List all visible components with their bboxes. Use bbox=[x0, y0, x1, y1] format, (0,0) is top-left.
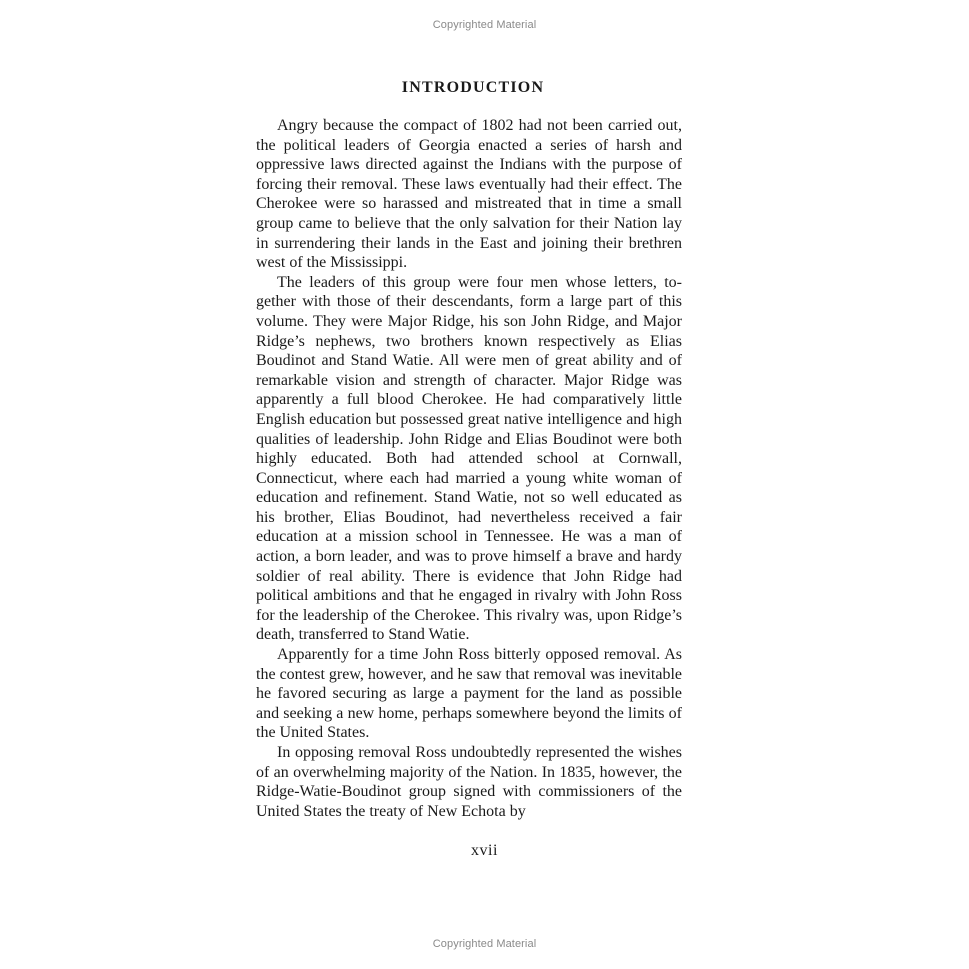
paragraph: In opposing removal Ross undoubtedly represented the wishes of an overwhelming majority of the Nation. In 1835, however, the Ridge-Watie-Boudinot group signed with commissioners of the United States the treaty of New Echota by bbox=[256, 744, 682, 820]
page-number: xvii bbox=[471, 842, 498, 859]
copyright-watermark-bottom: Copyrighted Material bbox=[432, 938, 537, 950]
copyright-watermark-top: Copyrighted Material bbox=[432, 19, 537, 31]
paragraph: Apparently for a time John Ross bitterly opposed removal. As the contest grew, however, and he saw that removal was inevitable he favored securing as large a payment for the land as possible and seeking a new home, perhaps somewhere beyond the limits of the United States. bbox=[256, 646, 682, 742]
paragraph: Angry because the compact of 1802 had not been carried out, the political leaders of Georgia enacted a series of harsh and oppressive laws directed against the Indians with the purpose of forcing their removal. These laws eventually had their effect. The Cherokee were so harassed and mistreated that in time a small group came to believe that the only salvation for their Nation lay in surrendering their lands in the East and joining their brethren west of the Mississippi. bbox=[256, 117, 682, 272]
chapter-heading: INTRODUCTION bbox=[401, 79, 545, 96]
book-page bbox=[256, 78, 682, 821]
paragraph: The leaders of this group were four men whose letters, together with those of their descendants, form a large part of this volume. They were Major Ridge, his son John Ridge, and Major Ridge’s nephews, two brothers known respectively as Elias Boudinot and Stand Watie. All were men of great ability and of remarkable vision and strength of character. Major Ridge was apparently a full blood Cherokee. He had comparatively little English education but possessed great native intelligence and high qualities of leadership. John Ridge and Elias Boudinot were both highly educated. Both had attended school at Cornwall, Connecticut, where each had married a young white woman of education and refinement. Stand Watie, not so well educated as his brother, Elias Boudinot, had nevertheless received a fair education at a mission school in Tennessee. He was a man of action, a born leader, and was to prove himself a brave and hardy soldier of real ability. There is evidence that John Ridge had political ambitions and that he engaged in rivalry with John Ross for the leadership of the Cherokee. This rivalry was, upon Ridge’s death, transferred to Stand Watie. bbox=[256, 273, 682, 644]
